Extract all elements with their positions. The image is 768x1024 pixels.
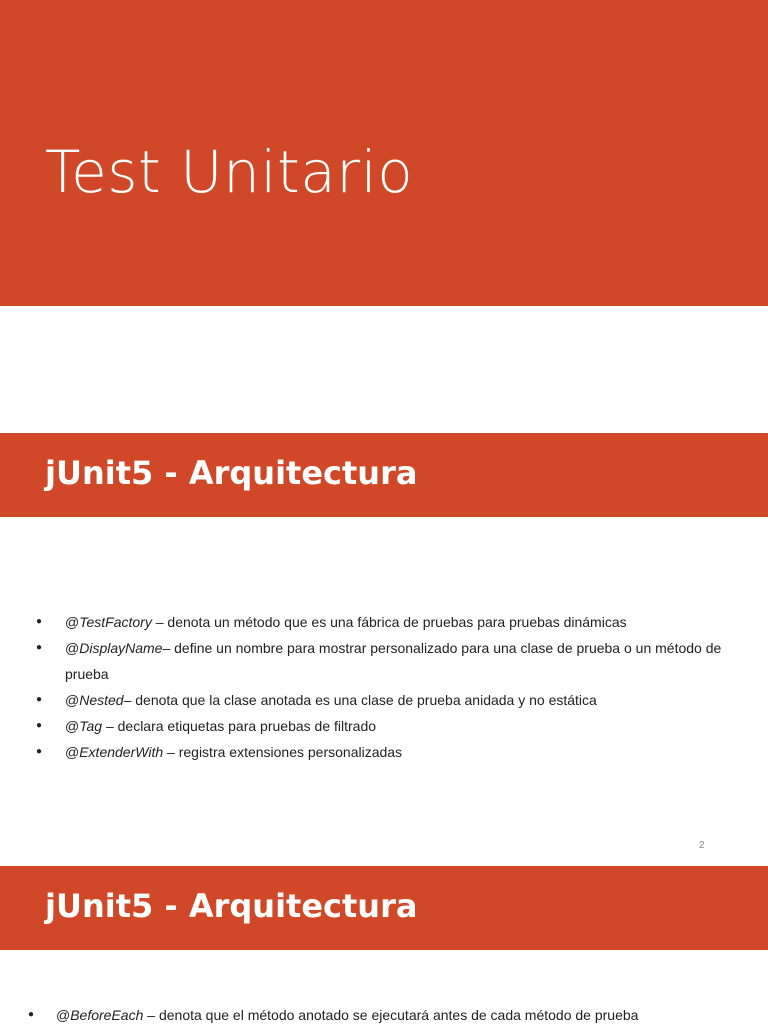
- annotation-description: – registra extensiones personalizadas: [163, 744, 403, 760]
- annotation-prefix: @: [65, 640, 80, 656]
- annotation-name: BeforeEach: [70, 1007, 144, 1023]
- list-item: [56, 1002, 756, 1024]
- annotation-list: [56, 1002, 756, 1024]
- annotation-name: DisplayName: [79, 640, 163, 656]
- annotation-name: Nested: [79, 692, 124, 708]
- annotation-list: [65, 609, 755, 765]
- section-header-band: [0, 433, 768, 517]
- main-title: Test Unitario: [45, 138, 414, 206]
- annotation-description: – denota que el método anotado se ejecutará antes de cada método de prueba: [143, 1007, 639, 1023]
- annotation-prefix: @: [65, 692, 80, 708]
- annotation-description: – denota que la clase anotada es una clase de prueba anidada y no estática: [123, 692, 597, 708]
- section-header-band: [0, 866, 768, 950]
- page-number: 2: [699, 840, 705, 851]
- annotation-prefix: @: [56, 1007, 71, 1023]
- annotation-prefix: @: [65, 718, 80, 734]
- annotation-name: TestFactory: [79, 614, 152, 630]
- list-item: [65, 739, 755, 765]
- annotation-description: – denota un método que es una fábrica de pruebas para pruebas dinámicas: [151, 614, 627, 630]
- annotation-description: – define un nombre para mostrar personalizado para una clase de prueba o un método de prueba: [65, 640, 722, 682]
- annotation-prefix: @: [65, 744, 80, 760]
- section-title: jUnit5 - Arquitectura: [45, 454, 418, 492]
- annotation-description: – declara etiquetas para pruebas de filtrado: [102, 718, 377, 734]
- title-slide-band: [0, 0, 768, 306]
- list-item: [65, 687, 755, 713]
- list-item: [65, 609, 755, 635]
- annotation-name: Tag: [79, 718, 103, 734]
- annotation-name: ExtenderWith: [79, 744, 164, 760]
- list-item: [65, 635, 755, 687]
- section-title: jUnit5 - Arquitectura: [45, 887, 418, 925]
- annotation-prefix: @: [65, 614, 80, 630]
- list-item: [65, 713, 755, 739]
